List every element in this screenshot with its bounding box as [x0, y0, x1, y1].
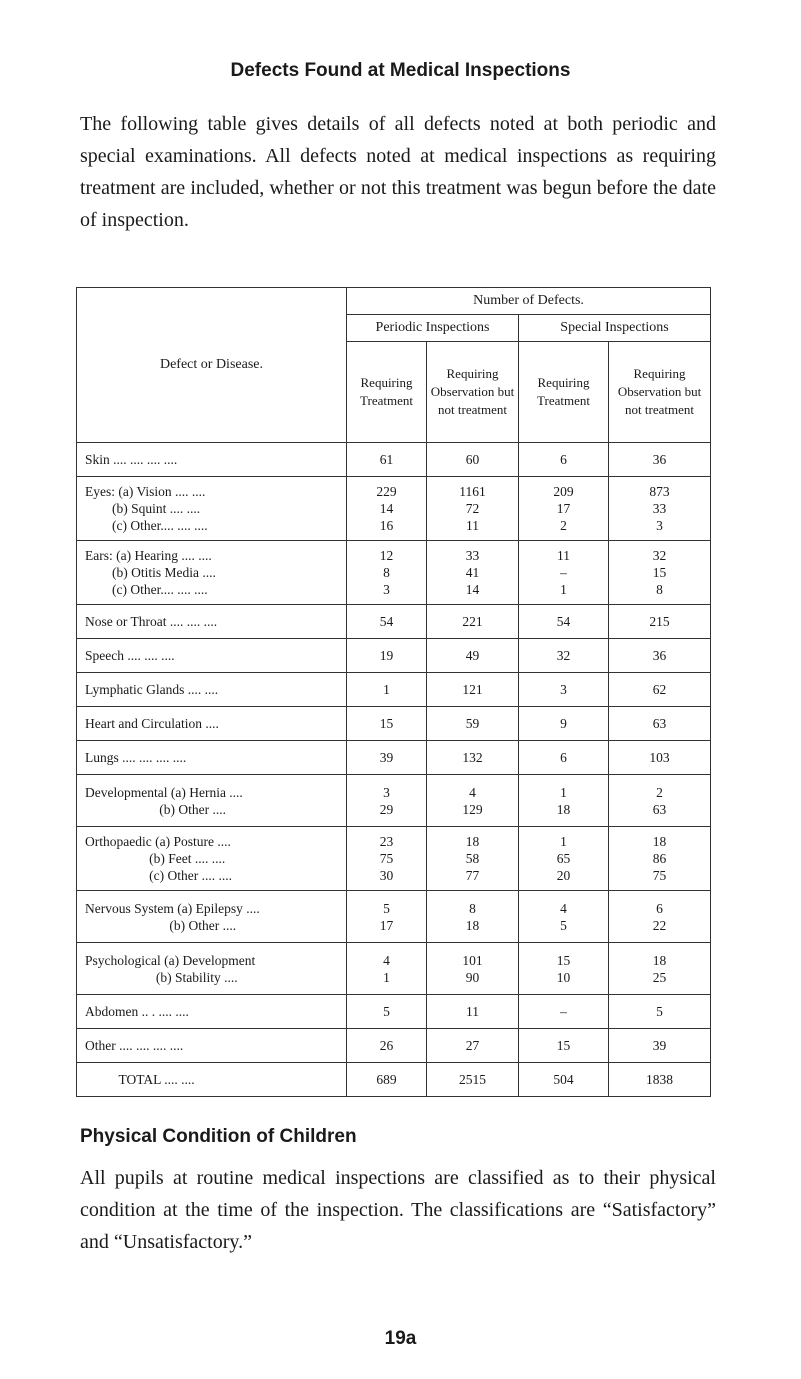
table-row: [77, 1063, 711, 1097]
periodic-treatment-value: [347, 1029, 427, 1063]
special-treatment-value-line: 9: [560, 716, 567, 731]
periodic-observation-value: [427, 891, 519, 943]
special-observation-header: Requiring Observation but not treatment: [609, 342, 711, 443]
periodic-observation-value: [427, 1029, 519, 1063]
special-treatment-value: [519, 443, 609, 477]
special-treatment-value-line: 11: [557, 548, 570, 563]
periodic-treatment-value-line: 29: [379, 801, 394, 817]
periodic-treatment-value-line: 5: [383, 900, 390, 916]
periodic-observation-value: [427, 741, 519, 775]
defect-label: [77, 707, 347, 741]
special-treatment-value: [519, 639, 609, 673]
periodic-observation-value-line: 27: [465, 1038, 480, 1053]
special-observation-value-line: 25: [652, 969, 667, 985]
periodic-observation-value-line: 121: [462, 682, 483, 697]
periodic-observation-value-line: 1161: [459, 484, 486, 499]
special-observation-value: [609, 1063, 711, 1097]
defect-label: [77, 775, 347, 827]
periodic-treatment-value-line: 26: [379, 1038, 394, 1053]
special-treatment-value-line: 18: [556, 801, 571, 817]
special-treatment-value: [519, 605, 609, 639]
special-observation-value: [609, 541, 711, 605]
special-treatment-value-line: 32: [556, 648, 571, 663]
special-treatment-value: [519, 673, 609, 707]
periodic-observation-value: [427, 707, 519, 741]
periodic-observation-value: [427, 541, 519, 605]
periodic-treatment-value: [347, 443, 427, 477]
special-treatment-value: [519, 741, 609, 775]
special-observation-value-line: 15: [652, 565, 667, 580]
defect-label: [77, 995, 347, 1029]
special-observation-value: [609, 673, 711, 707]
page-number: 19a: [384, 1328, 417, 1349]
periodic-treatment-value: [347, 827, 427, 891]
table-row: [77, 891, 711, 943]
periodic-treatment-value-line: 229: [376, 484, 397, 499]
special-treatment-value-line: 3: [560, 682, 567, 697]
defect-label-line: Nervous System (a) Epilepsy ....: [85, 900, 260, 916]
special-observation-value: [609, 827, 711, 891]
periodic-treatment-value-line: 23: [379, 834, 394, 849]
special-observation-value-line: 62: [652, 682, 667, 697]
periodic-treatment-value-line: 16: [379, 518, 394, 533]
periodic-observation-value: [427, 775, 519, 827]
periodic-observation-value-line: 11: [466, 518, 479, 533]
special-observation-value-line: 75: [652, 868, 667, 883]
periodic-observation-value-line: 129: [462, 801, 483, 817]
special-treatment-value: [519, 707, 609, 741]
special-treatment-value: [519, 477, 609, 541]
periodic-observation-value-line: 90: [465, 969, 480, 985]
defect-label-line: Psychological (a) Development: [85, 952, 256, 968]
periodic-observation-header: Requiring Observation but not treatment: [427, 342, 519, 443]
periodic-observation-value: [427, 943, 519, 995]
special-treatment-value: [519, 1063, 609, 1097]
periodic-treatment-value-line: 1: [383, 969, 390, 985]
defect-label-line: (c) Other .... ....: [85, 868, 232, 883]
special-treatment-value: [519, 541, 609, 605]
periodic-treatment-value-line: 689: [376, 1072, 397, 1087]
periodic-observation-value-line: 14: [465, 582, 480, 597]
defects-table: [76, 287, 711, 1097]
periodic-observation-value: [427, 1063, 519, 1097]
special-treatment-value-line: 6: [560, 452, 567, 467]
defect-label: [77, 477, 347, 541]
table-row: [77, 827, 711, 891]
defect-label-line: Speech .... .... ....: [85, 648, 175, 663]
special-treatment-value: [519, 775, 609, 827]
periodic-observation-value-line: 49: [465, 648, 480, 663]
special-treatment-value-line: 4: [560, 900, 567, 916]
defect-label-line: (b) Other ....: [85, 917, 237, 933]
special-observation-value: [609, 639, 711, 673]
periodic-observation-value-line: 4: [469, 784, 476, 800]
periodic-observation-value: [427, 673, 519, 707]
special-treatment-value-line: 504: [553, 1072, 574, 1087]
periodic-treatment-value: [347, 995, 427, 1029]
special-observation-value-line: 33: [652, 501, 667, 516]
periodic-observation-value-line: 11: [466, 1004, 479, 1019]
special-treatment-value-line: 54: [556, 614, 571, 629]
table-row: [77, 673, 711, 707]
periodic-observation-value-line: 221: [462, 614, 483, 629]
periodic-treatment-value-line: 4: [383, 952, 390, 968]
number-of-defects-header: Number of Defects.: [347, 288, 711, 315]
special-observation-value: [609, 605, 711, 639]
defect-label-line: Abdomen .. . .... ....: [85, 1004, 189, 1019]
special-observation-value-line: 3: [656, 518, 663, 533]
periodic-observation-value: [427, 605, 519, 639]
defect-label-line: Orthopaedic (a) Posture ....: [85, 834, 231, 849]
defect-label: [77, 827, 347, 891]
special-treatment-value: [519, 891, 609, 943]
periodic-treatment-header: Requiring Treatment: [347, 342, 427, 443]
periodic-observation-value-line: 18: [465, 834, 480, 849]
defect-label: [77, 605, 347, 639]
defect-label-line: TOTAL .... ....: [85, 1072, 195, 1087]
periodic-treatment-value-line: 14: [379, 501, 394, 516]
special-observation-value-line: 2: [656, 784, 663, 800]
periodic-treatment-value-line: 12: [379, 548, 394, 563]
special-treatment-value: [519, 827, 609, 891]
defect-label-line: (b) Stability ....: [85, 969, 238, 985]
special-treatment-value: [519, 943, 609, 995]
special-treatment-value-line: 6: [560, 750, 567, 765]
periodic-observation-value: [427, 995, 519, 1029]
intro-paragraph: The following table gives details of all defects noted at both periodic and special examinations. All defects noted at medical inspections as requiring treatment are included, whether or not this treatment was begun before the date of inspection.: [80, 113, 716, 231]
special-observation-value-line: 873: [649, 484, 670, 499]
defect-label: [77, 541, 347, 605]
special-observation-value-line: 18: [652, 952, 667, 968]
defect-column-header: Defect or Disease.: [77, 288, 347, 443]
special-observation-value-line: 63: [652, 716, 667, 731]
periodic-observation-value-line: 132: [462, 750, 483, 765]
table-row: [77, 477, 711, 541]
special-treatment-value-line: 5: [560, 917, 567, 933]
periodic-observation-value: [427, 639, 519, 673]
periodic-treatment-value-line: 15: [379, 716, 394, 731]
periodic-treatment-value-line: 61: [379, 452, 394, 467]
defect-label: [77, 891, 347, 943]
defect-label-line: (b) Otitis Media ....: [85, 565, 216, 580]
special-treatment-value-line: 209: [553, 484, 574, 499]
defect-label-line: Ears: (a) Hearing .... ....: [85, 548, 212, 563]
periodic-treatment-value: [347, 943, 427, 995]
defect-label-line: Other .... .... .... ....: [85, 1038, 184, 1053]
special-observation-value-line: 22: [652, 917, 667, 933]
defect-label-line: Skin .... .... .... ....: [85, 452, 178, 467]
special-inspections-header: Special Inspections: [519, 315, 711, 342]
periodic-treatment-value-line: 19: [379, 648, 394, 663]
special-treatment-value-line: 20: [556, 868, 571, 883]
periodic-treatment-value: [347, 1063, 427, 1097]
periodic-inspections-header: Periodic Inspections: [347, 315, 519, 342]
special-treatment-value-line: 1: [560, 582, 567, 597]
table-row: [77, 1029, 711, 1063]
special-observation-value: [609, 995, 711, 1029]
periodic-treatment-value-line: 54: [379, 614, 394, 629]
special-observation-value: [609, 443, 711, 477]
special-treatment-value: [519, 995, 609, 1029]
defects-table-body: [77, 443, 711, 1097]
table-row: [77, 605, 711, 639]
periodic-observation-value-line: 2515: [459, 1072, 486, 1087]
special-observation-value-line: 63: [652, 801, 667, 817]
special-observation-value: [609, 891, 711, 943]
periodic-observation-value: [427, 827, 519, 891]
defect-label-line: Nose or Throat .... .... ....: [85, 614, 218, 629]
page-heading: Defects Found at Medical Inspections: [230, 60, 571, 81]
table-row: [77, 639, 711, 673]
special-observation-value-line: 39: [652, 1038, 667, 1053]
periodic-observation-value-line: 59: [465, 716, 480, 731]
periodic-treatment-value-line: 3: [383, 582, 390, 597]
periodic-treatment-value-line: 1: [383, 682, 390, 697]
special-observation-value-line: 103: [649, 750, 670, 765]
special-observation-value-line: 215: [649, 614, 670, 629]
periodic-treatment-value: [347, 707, 427, 741]
section-heading-physical-condition: Physical Condition of Children: [80, 1126, 357, 1147]
special-observation-value: [609, 741, 711, 775]
special-observation-value-line: 86: [652, 851, 667, 866]
periodic-observation-value-line: 58: [465, 851, 480, 866]
defect-label: [77, 1029, 347, 1063]
periodic-observation-value-line: 8: [469, 900, 476, 916]
special-treatment-value-line: 2: [560, 518, 567, 533]
defect-label-line: Heart and Circulation ....: [85, 716, 219, 731]
defects-table-container: [76, 287, 710, 1097]
periodic-observation-value-line: 60: [465, 452, 480, 467]
periodic-treatment-value: [347, 673, 427, 707]
special-treatment-header: Requiring Treatment: [519, 342, 609, 443]
special-treatment-value-line: 15: [556, 1038, 571, 1053]
periodic-observation-value-line: 72: [465, 501, 480, 516]
periodic-treatment-value: [347, 605, 427, 639]
defect-label-line: (c) Other.... .... ....: [85, 518, 208, 533]
table-row: [77, 943, 711, 995]
special-treatment-value-line: 15: [556, 952, 571, 968]
periodic-observation-value-line: 33: [465, 548, 480, 563]
special-treatment-value-line: 10: [556, 969, 571, 985]
special-observation-value: [609, 775, 711, 827]
periodic-treatment-value: [347, 891, 427, 943]
defect-label: [77, 443, 347, 477]
physical-condition-paragraph: All pupils at routine medical inspections are classified as to their physical condition at the time of the inspection. The classifications are “Satisfactory” and “Unsatisfactory.”: [80, 1167, 716, 1253]
special-treatment-value-line: –: [560, 565, 567, 580]
periodic-treatment-value-line: 75: [379, 851, 394, 866]
periodic-treatment-value: [347, 477, 427, 541]
defect-label-line: (b) Other ....: [85, 801, 226, 817]
table-row: [77, 443, 711, 477]
table-row: [77, 541, 711, 605]
periodic-treatment-value-line: 5: [383, 1004, 390, 1019]
periodic-treatment-value-line: 8: [383, 565, 390, 580]
special-observation-value-line: 18: [652, 834, 667, 849]
special-observation-value: [609, 1029, 711, 1063]
defect-label: [77, 1063, 347, 1097]
defect-label-line: Lymphatic Glands .... ....: [85, 682, 219, 697]
periodic-treatment-value: [347, 639, 427, 673]
defect-label-line: Lungs .... .... .... ....: [85, 750, 187, 765]
special-treatment-value-line: 65: [556, 851, 571, 866]
table-row: [77, 741, 711, 775]
special-observation-value-line: 36: [652, 452, 667, 467]
periodic-observation-value-line: 18: [465, 917, 480, 933]
table-row: [77, 775, 711, 827]
periodic-treatment-value-line: 39: [379, 750, 394, 765]
special-treatment-value-line: –: [560, 1004, 567, 1019]
special-observation-value: [609, 477, 711, 541]
defect-label-line: (c) Other.... .... ....: [85, 582, 208, 597]
special-observation-value-line: 5: [656, 1004, 663, 1019]
defect-label: [77, 943, 347, 995]
special-observation-value-line: 8: [656, 582, 663, 597]
periodic-observation-value: [427, 443, 519, 477]
periodic-treatment-value: [347, 741, 427, 775]
special-treatment-value: [519, 1029, 609, 1063]
special-treatment-value-line: 1: [560, 784, 567, 800]
periodic-treatment-value-line: 30: [379, 868, 394, 883]
periodic-treatment-value-line: 3: [383, 784, 390, 800]
periodic-treatment-value: [347, 775, 427, 827]
special-observation-value-line: 32: [652, 548, 667, 563]
special-observation-value: [609, 943, 711, 995]
defect-label-line: (b) Squint .... ....: [85, 501, 201, 516]
periodic-observation-value-line: 101: [462, 952, 483, 968]
defect-label-line: (b) Feet .... ....: [85, 851, 226, 866]
table-row: [77, 995, 711, 1029]
defect-label: [77, 741, 347, 775]
defect-label: [77, 639, 347, 673]
defect-label: [77, 673, 347, 707]
special-treatment-value-line: 17: [556, 501, 571, 516]
periodic-treatment-value-line: 17: [379, 917, 394, 933]
defect-label-line: Developmental (a) Hernia ....: [85, 784, 243, 800]
defect-label-line: Eyes: (a) Vision .... ....: [85, 484, 206, 499]
special-treatment-value-line: 1: [560, 834, 567, 849]
periodic-observation-value-line: 41: [465, 565, 480, 580]
special-observation-value-line: 36: [652, 648, 667, 663]
periodic-treatment-value: [347, 541, 427, 605]
periodic-observation-value: [427, 477, 519, 541]
periodic-observation-value-line: 77: [465, 868, 480, 883]
special-observation-value-line: 6: [656, 900, 663, 916]
special-observation-value: [609, 707, 711, 741]
table-row: [77, 707, 711, 741]
special-observation-value-line: 1838: [646, 1072, 674, 1087]
